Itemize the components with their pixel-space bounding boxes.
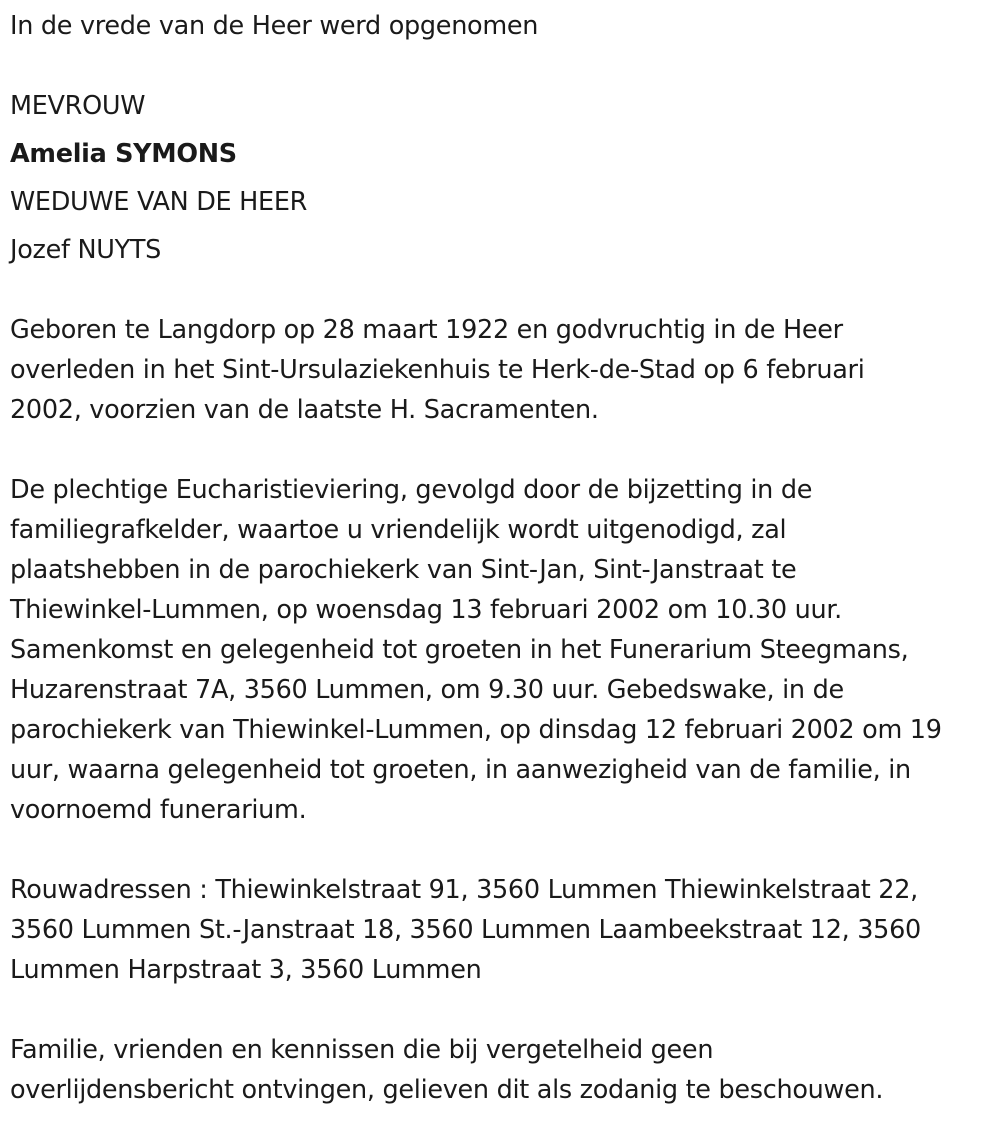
- paragraph-line: plaatshebben in de parochiekerk van Sint-Jan, Sint-Janstraat te: [10, 555, 797, 585]
- paragraph-line: familiegrafkelder, waartoe u vriendelijk wordt uitgenodigd, zal: [10, 515, 787, 545]
- paragraph-line: De plechtige Eucharistieviering, gevolgd door de bijzetting in de: [10, 475, 813, 505]
- paragraph-line: Rouwadressen : Thiewinkelstraat 91, 3560 Lummen Thiewinkelstraat 22,: [10, 875, 918, 905]
- paragraph-line: 3560 Lummen St.-Janstraat 18, 3560 Lummen Laambeekstraat 12, 3560: [10, 915, 921, 945]
- paragraph-line: Thiewinkel-Lummen, op woensdag 13 februari 2002 om 10.30 uur.: [10, 595, 842, 625]
- closing-paragraph: [10, 1030, 995, 1110]
- paragraph-line: parochiekerk van Thiewinkel-Lummen, op dinsdag 12 februari 2002 om 19: [10, 715, 942, 745]
- paragraph-line: overlijdensbericht ontvingen, gelieven dit als zodanig te beschouwen.: [10, 1075, 884, 1105]
- intro-text: In de vrede van de Heer werd opgenomen: [10, 11, 539, 41]
- deceased-title: MEVROUW: [10, 91, 146, 121]
- deceased-name: Amelia SYMONS: [10, 139, 237, 169]
- paragraph-line: Samenkomst en gelegenheid tot groeten in het Funerarium Steegmans,: [10, 635, 909, 665]
- paragraph-line: Geboren te Langdorp op 28 maart 1922 en godvruchtig in de Heer: [10, 315, 843, 345]
- paragraph-line: Familie, vrienden en kennissen die bij vergetelheid geen: [10, 1035, 714, 1065]
- paragraph-line: overleden in het Sint-Ursulaziekenhuis te Herk-de-Stad op 6 februari: [10, 355, 865, 385]
- birth-death-paragraph: [10, 310, 995, 430]
- obituary-document: [10, 0, 995, 1110]
- deceased-relation: WEDUWE VAN DE HEER: [10, 187, 308, 217]
- paragraph-line: voornoemd funerarium.: [10, 795, 307, 825]
- addresses-paragraph: [10, 870, 995, 990]
- paragraph-line: 2002, voorzien van de laatste H. Sacramenten.: [10, 395, 599, 425]
- paragraph-line: Huzarenstraat 7A, 3560 Lummen, om 9.30 uur. Gebedswake, in de: [10, 675, 844, 705]
- ceremony-paragraph: [10, 470, 995, 830]
- paragraph-line: uur, waarna gelegenheid tot groeten, in aanwezigheid van de familie, in: [10, 755, 911, 785]
- paragraph-line: Lummen Harpstraat 3, 3560 Lummen: [10, 955, 482, 985]
- spouse-name: Jozef NUYTS: [10, 235, 162, 265]
- deceased-block: [10, 86, 995, 270]
